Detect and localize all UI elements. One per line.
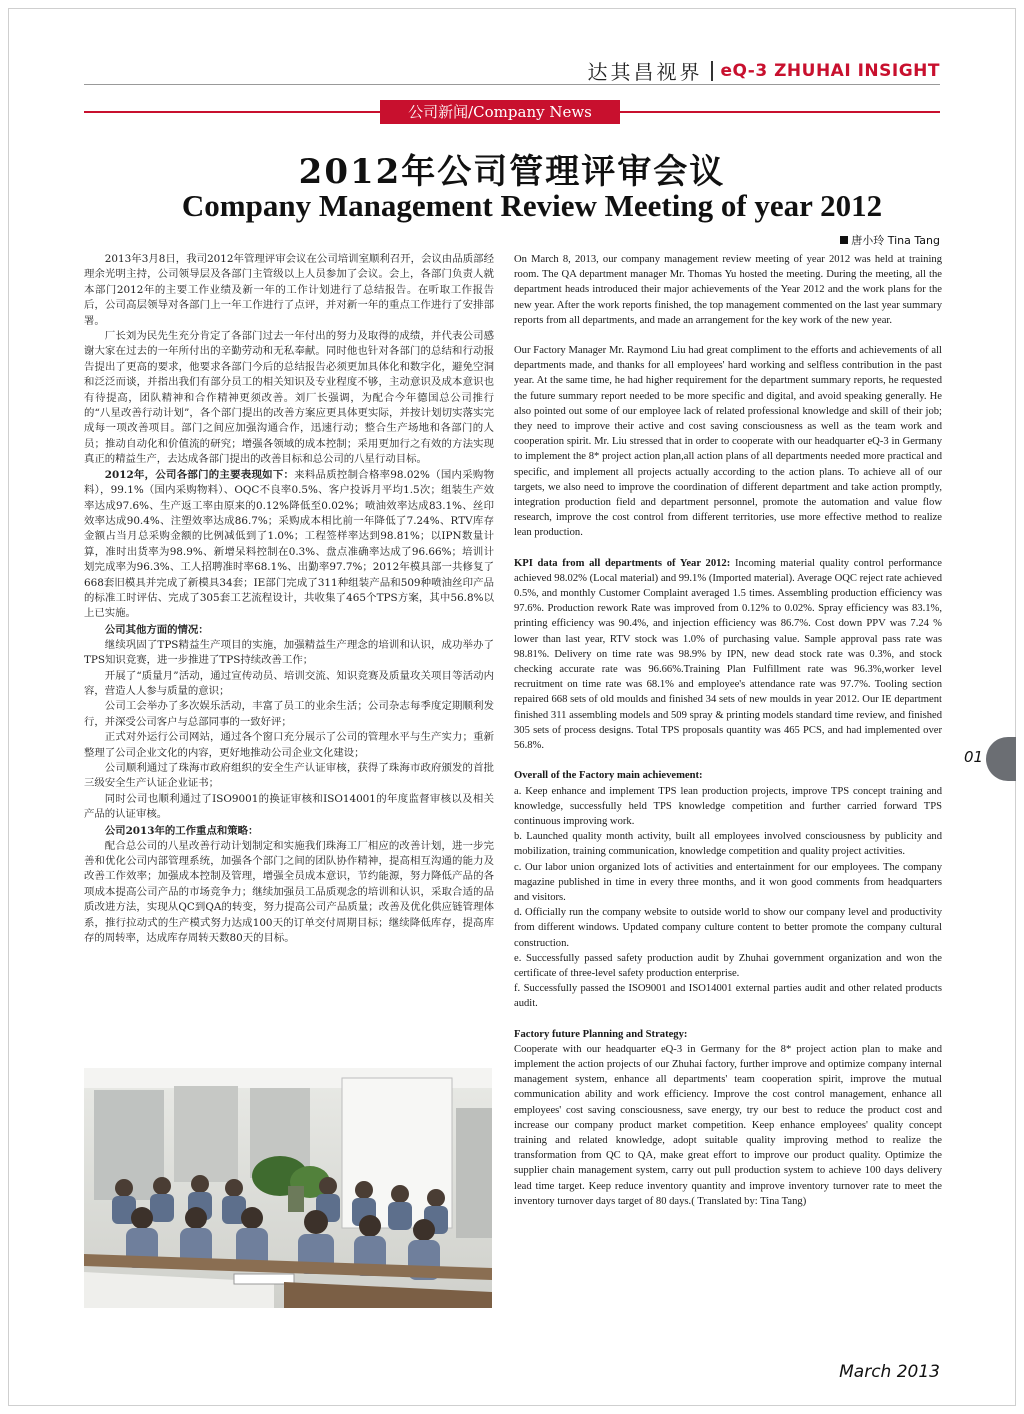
en-paragraph-manager: Our Factory Manager Mr. Raymond Liu had great compliment to the efforts and achievements of all departments made, and thanks for all employees' hard working and selfless contribution in the past year. At the same time, he had higher requirement for the department summary reports, he requested the future summary report needed to be more specific and digital, and avoid speaking generally. He also pointed out some of our employee lack of related professional knowledge and skill of their job; they need to improve their active and cost saving consciousness as well as the team work and cooperation spirit. Mr. Liu stressed that in order to cooperate with our headquarter eQ-3 in Germany to implement the 8* project action plan,all action plans of all departments needed more practical and specific, and implement all projects actually according to the action plans. To achieve all of our targets, we also need to improve the coordination of different department and take action promptly, integration production field and department personnel, promote the automation and value flow research, improve the cost control from different territories, use more effective method to realize lean production. — [514, 345, 942, 539]
meeting-photo — [84, 1068, 492, 1308]
cn-other-item: 继续巩固了TPS精益生产项目的实施，加强精益生产理念的培训和认识，成功举办了TPS知识竞赛，进一步推进了TPS持续改善工作； — [84, 638, 494, 667]
cn-other-item: 公司工会举办了多次娱乐活动，丰富了员工的业余生活；公司杂志每季度定期顺利发行，并深受公司客户与总部同事的一致好评； — [84, 700, 494, 728]
masthead — [588, 56, 941, 85]
meeting-photo-illustration — [84, 1068, 492, 1308]
cn-heading-plan: 公司2013年的工作重点和策略： — [104, 824, 259, 837]
cn-paragraph-manager: 厂长刘为民先生充分肯定了各部门过去一年付出的努力及取得的成绩，并代表公司感谢大家在过去的一年所付出的辛勤劳动和无私奉献。同时他也针对各部门的总结和行动报告提出了更高的要求，他要求各部门今后的总结报告必须更加具体化和数字化，避免空洞和泛泛而谈，并指出我们有部分员工的相关知识及专业程度不够，主动意识及成本意识也有待提高，团队精神和合作精神更须改善。刘厂长强调，为配合今年德国总公司推行的“八星改善行动计划”，各个部门提出的改善方案应更具体更实际，并按计划切实落实完成每一项改善项目。部门之间应加强沟通合作，迅速行动；整合生产场地和各部门的人员；推动自动化和价值流的研究；增强各领域的成本控制；采用更加行之有效的方法实现真正的精益生产，去达成各部门提出的改善目标和总公司的八星行动目标。 — [84, 330, 494, 466]
en-achievement-item: c. Our labor union organized lots of activities and entertainment for our employees. The company magazine published in time in every three months, and it won good comments from headquarters and visitors. — [514, 861, 942, 903]
issue-date: March 2013 — [839, 1362, 940, 1382]
en-achievement-item: f. Successfully passed the ISO9001 and ISO14001 external parties audit and other related products audit. — [514, 983, 942, 1010]
en-paragraph-plan: Cooperate with our headquarter eQ-3 in Germany for the 8* project action plan to make and implement the action projects of our Zhuhai factory, further improve and optimize company internal management system, enhance all departments' team cooperation spirit, improve the mutual communication ability and work efficiency. Improve the cost control management, enhance all employees' cost saving consciousness, save energy, try our best to reduce the product cost and increase our company product market competition. Keep enhance employees' quality concept training and related knowledge, adopt suitable quality improving method to realize the transformation from QC to QA, make great effort to improve our product quality. Optimize the supplier chain management system, carry out pull production system to achieve 100 days delivery lead time target. Keep reduce inventory quantity and improve inventory turnover rate to meet the inventory turnover days target of 80 days.( Translated by: Tina Tang) — [514, 1043, 942, 1207]
en-achievement-item: a. Keep enhance and implement TPS lean production projects, improve TPS concept training and knowledge, successfully held TPS knowledge competition and further carried forward TPS continuous improving work. — [514, 785, 942, 827]
cn-other-item: 正式对外运行公司网站，通过各个窗口充分展示了公司的管理水平与生产实力；重新整理了公司企业文化的内容，更好地推动公司企业文化建设； — [84, 731, 494, 759]
cn-heading-other: 公司其他方面的情况： — [104, 623, 209, 636]
en-achievement-item: d. Officially run the company website to outside world to show our company level and productivity from different windows. Updated company culture content to better promote the company cultural construction. — [514, 907, 942, 949]
author-name: 唐小玲 Tina Tang — [851, 234, 940, 247]
page-number: 01 — [964, 748, 984, 766]
cn-other-item: 同时公司也顺利通过了ISO9001的换证审核和ISO14001的年度监督审核以及相关产品的认证审核。 — [84, 792, 494, 821]
en-kpi-text: Incoming material quality control performance achieved 98.02% (Local material) and 99.1% (Imported material). Average OQC reject rate achieved 0.5%, and monthly Customer Complaint averaged 1.5 times. Assembling production efficiency was 97.6%. Production rework Rate was improved from 0.12% to 0.02%. Spray efficiency was 83.1%, printing efficiency was 90.4%, and injection efficiency was 86.7%. Cost down PPV was 7.24 % lower than last year, RTV stock was 1.0% of purchasing value. Sample approval pass rate was 98.81%. Delivery on time rate was 98.9% by IPN, new dead stock rate was 0.3%, and stock checking accurate rate was 96.66%.Training Plan Fulfillment rate was 96.3%,worker level recruitment on time rate was 68.1% and employee's attendance rate was 97.7%. Tooling section repaired 668 sets of old moulds and finished 34 sets of new moulds in year 2012. Our IE department finished 311 assembling models and 509 spray & printing models standard time review, and finished 305 sets of process designs. Total TPS proposals quantity was 465 PCS, and had implemented over 56.8%. — [514, 557, 942, 752]
section-header — [84, 100, 940, 124]
cn-paragraph-kpi — [84, 468, 494, 622]
article-title-cn: 2012年公司管理评审会议 — [298, 152, 726, 192]
chinese-column — [84, 252, 494, 946]
masthead-rule — [84, 84, 940, 85]
section-tag: 公司新闻/Company News — [380, 100, 620, 124]
cn-kpi-lead: 2012年，公司各部门的主要表现如下： — [104, 468, 295, 481]
masthead-en: eQ-3 ZHUHAI INSIGHT — [720, 60, 940, 81]
cn-kpi-text: 来料品质控制合格率98.02%（国内采购物料），99.1%（国内采购物料）、OQC不良率0.5%、客户投诉月平均1.5次；组装生产效率达成97.6%、生产返工率由原来的0.12%降低至0.02%；喷油效率达成83.1%、丝印效率达成90.4%、注塑效率达成86.7%；采购成本相比前一年降低了7.24%、RTV库存金额占当月总采购金额的比例减低到了1.0%；工程签样率达到98.81%；以IPN数量计算，准时出货率为98.9%、新增呆料控制在0.3%、盘点准确率达成了96.66%；培训计划完成率为96.3%、工人招聘准时率68.1%、出勤率97.7%；2012年模具部一共修复了668套旧模具并完成了新模具34套；IE部门完成了311种组装产品和509种喷油丝印产品的标准工时评估、完成了305套工艺流程设计，共收集了465个TPS方案，其中56.8%以上已实施。 — [84, 468, 494, 620]
en-achievement-item: b. Launched quality month activity, built all employees involved consciousness by publicity and mobilization, training communication, knowledge competition and quality project activities. — [514, 831, 942, 858]
en-heading-achievement: Overall of the Factory main achievement: — [514, 770, 703, 782]
masthead-cn: 达其昌视界 — [587, 60, 703, 84]
en-achievement-item: e. Successfully passed safety production audit by Zhuhai government organization and won the certificate of three-level safety production enterprise. — [514, 952, 942, 979]
masthead-divider — [711, 61, 713, 81]
author-byline — [840, 232, 940, 248]
article-title-en: Company Management Review Meeting of year 2012 — [181, 188, 883, 223]
byline-square-icon — [840, 236, 848, 244]
en-paragraph-intro: On March 8, 2013, our company management review meeting of year 2012 was held at training room. The QA department manager Mr. Thomas Yu hosted the meeting. During the meeting, all the department heads introduced their major achievements of the Year 2012 and the work plans for the new year. After the work reports finished, the top management commented on the last year summary reports from all departments, and made an arrangement for the key work of the new year. — [514, 254, 942, 326]
en-kpi-heading: KPI data from all departments of Year 2012: — [514, 557, 731, 569]
en-paragraph-kpi — [514, 556, 942, 754]
cn-paragraph-intro: 2013年3月8日，我司2012年管理评审会议在公司培训室顺利召开，会议由品质部经理余光明主持，公司领导层及各部门主管级以上人员参加了会议。会上，各部门负责人就本部门2012年的主要工作业绩及新一年的工作计划进行了总结报告。在听取工作报告后，公司高层领导对各部门上一年工作进行了点评，并对新一年的重点工作进行了安排部署。 — [84, 253, 494, 327]
english-column — [514, 252, 942, 1209]
cn-paragraph-plan: 配合总公司的八星改善行动计划制定和实施我们珠海工厂相应的改善计划，进一步完善和优化公司内部管理系统，加强各个部门之间的团队协作精神，提高相互沟通的能力及改善工作效率；加强成本控制及管理，增强全员成本意识，节约能源，努力降低产品的各项成本提高公司产品的市场竞争力；继续加强员工品质观念的培训和认识，采取合适的品质改进方法，实现从QC到QA的转变，努力提高公司产品质量；改善及优化供应链管理体系，推行拉动式的生产模式努力达成100天的订单交付周期目标；继续降低库存，提高库存的周转率，达成库存周转天数80天的目标。 — [84, 839, 494, 945]
cn-other-item: 公司顺利通过了珠海市政府组织的安全生产认证审核，获得了珠海市政府颁发的首批三级安全生产认证企业证书； — [84, 762, 494, 790]
cn-other-item: 开展了“质量月”活动，通过宣传动员、培训交流、知识竞赛及质量攻关项目等活动内容，营造人人参与质量的意识； — [84, 669, 494, 697]
en-heading-plan: Factory future Planning and Strategy: — [514, 1028, 688, 1040]
